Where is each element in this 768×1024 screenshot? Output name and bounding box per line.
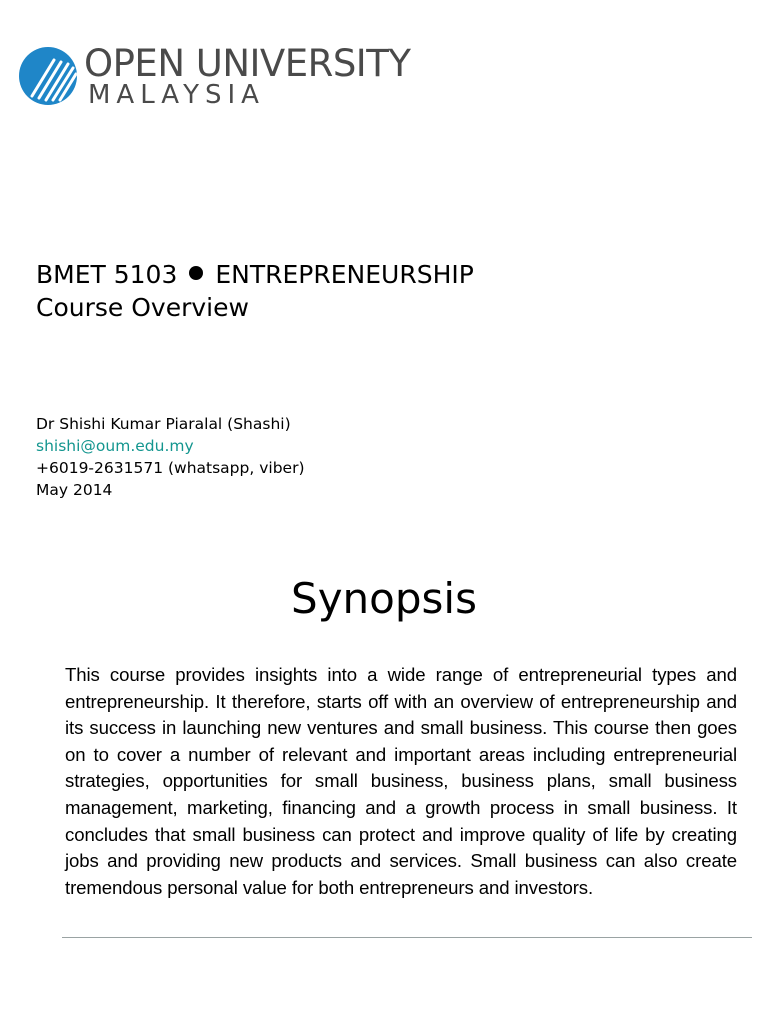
synopsis-paragraph: This course provides insights into a wide range of entrepreneurial types and entrepreneurship. It therefore, starts off with an overview of entrepreneurship and its success in launching new ventures and small business. This course then goes on to cover a number of relevant and important areas including entrepreneurial strategies, opportunities for small business, business plans, small business management, marketing, financing and a growth process in small business. It concludes that small business can protect and improve quality of life by creating jobs and providing new products and services. Small business can also create tremendous personal value for both entrepreneurs and investors. (65, 664, 737, 898)
document-date: May 2014 (36, 481, 113, 499)
course-name: ENTREPRENEURSHIP (215, 260, 474, 289)
bullet-separator-icon (189, 266, 203, 280)
course-title-line (36, 258, 474, 291)
author-phone: +6019-2631571 (whatsapp, viber) (36, 459, 305, 477)
author-name: Dr Shishi Kumar Piaralal (Shashi) (36, 415, 291, 433)
contact-block (36, 413, 305, 501)
synopsis-heading: Synopsis (291, 574, 477, 623)
logo-text-country: MALAYSIA (88, 80, 265, 110)
author-email-link[interactable]: shishi@oum.edu.my (36, 437, 194, 455)
university-logo-icon (18, 46, 78, 106)
course-code: BMET 5103 (36, 260, 178, 289)
course-subtitle: Course Overview (36, 293, 249, 322)
university-logo (18, 42, 411, 110)
course-title-block (36, 258, 474, 324)
logo-text-university: OPEN UNIVERSITY (84, 42, 411, 85)
section-divider (62, 937, 752, 938)
